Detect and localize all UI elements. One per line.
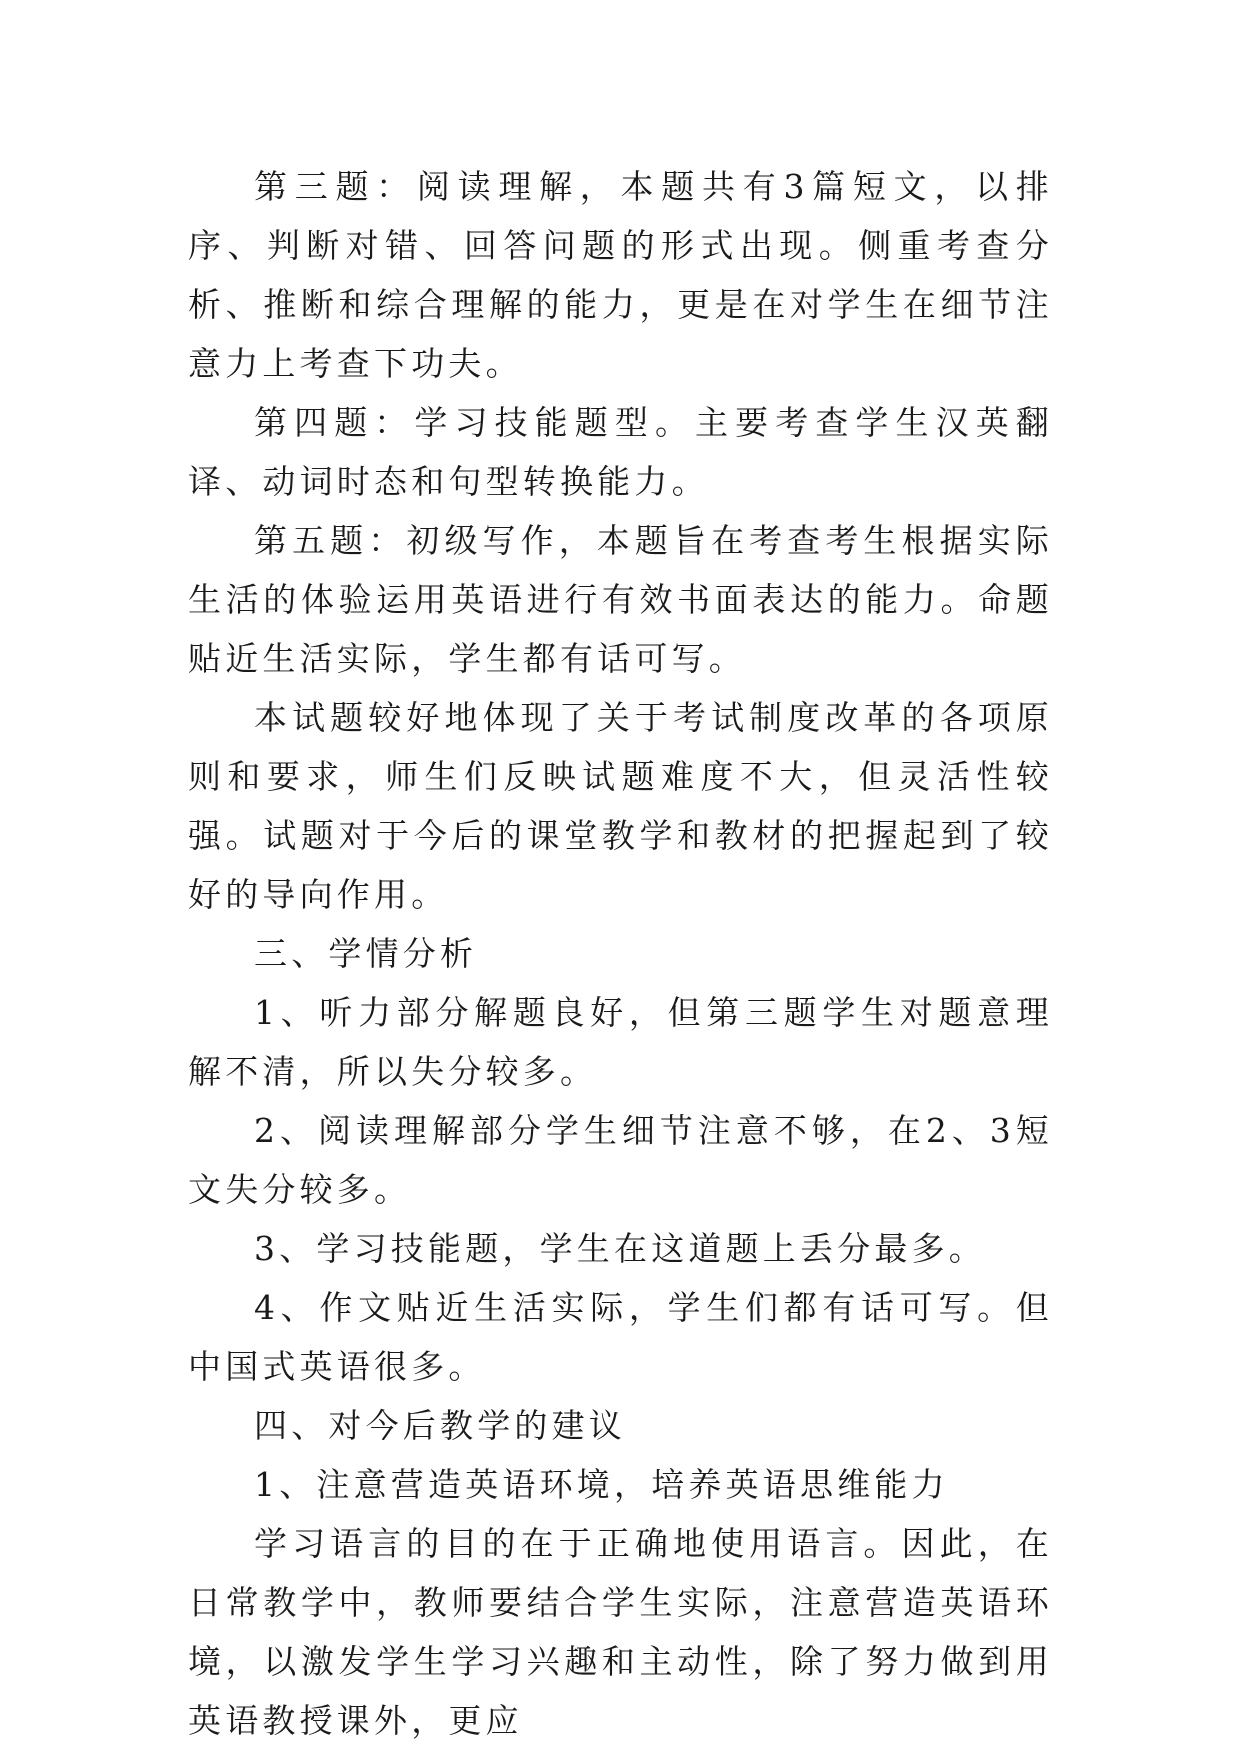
- section-heading-student-analysis: 三、学情分析: [254, 934, 478, 973]
- paragraph-exam-summary: 本试题较好地体现了关于考试制度改革的各项原则和要求，师生们反映试题难度不大，但灵活性较强。试题对于今后的课堂教学和教材的把握起到了较好的导向作用。: [188, 698, 1053, 914]
- paragraph-writing: 第五题：初级写作，本题旨在考查考生根据实际生活的体验运用英语进行有效书面表达的能力。命题贴近生活实际，学生都有话可写。: [188, 521, 1053, 678]
- section-heading-suggestions: 四、对今后教学的建议: [254, 1406, 626, 1445]
- list-item-reading: 2、阅读理解部分学生细节注意不够，在2、3短文失分较多。: [188, 1111, 1053, 1209]
- subheading-english-environment: 1、注意营造英语环境，培养英语思维能力: [254, 1465, 949, 1504]
- paragraph-language-purpose: 学习语言的目的在于正确地使用语言。因此，在日常教学中，教师要结合学生实际，注意营造英语环境，以激发学生学习兴趣和主动性，除了努力做到用英语教授课外，更应: [188, 1524, 1053, 1740]
- paragraph-study-skills: 第四题：学习技能题型。主要考查学生汉英翻译、动词时态和句型转换能力。: [188, 403, 1053, 501]
- document-body: [188, 157, 1053, 1750]
- list-item-skills: 3、学习技能题，学生在这道题上丢分最多。: [254, 1229, 986, 1268]
- list-item-composition: 4、作文贴近生活实际，学生们都有话可写。但中国式英语很多。: [188, 1288, 1053, 1386]
- paragraph-reading-comprehension: 第三题：阅读理解，本题共有3篇短文，以排序、判断对错、回答问题的形式出现。侧重考查分析、推断和综合理解的能力，更是在对学生在细节注意力上考查下功夫。: [188, 167, 1053, 383]
- list-item-listening: 1、听力部分解题良好，但第三题学生对题意理解不清，所以失分较多。: [188, 993, 1053, 1091]
